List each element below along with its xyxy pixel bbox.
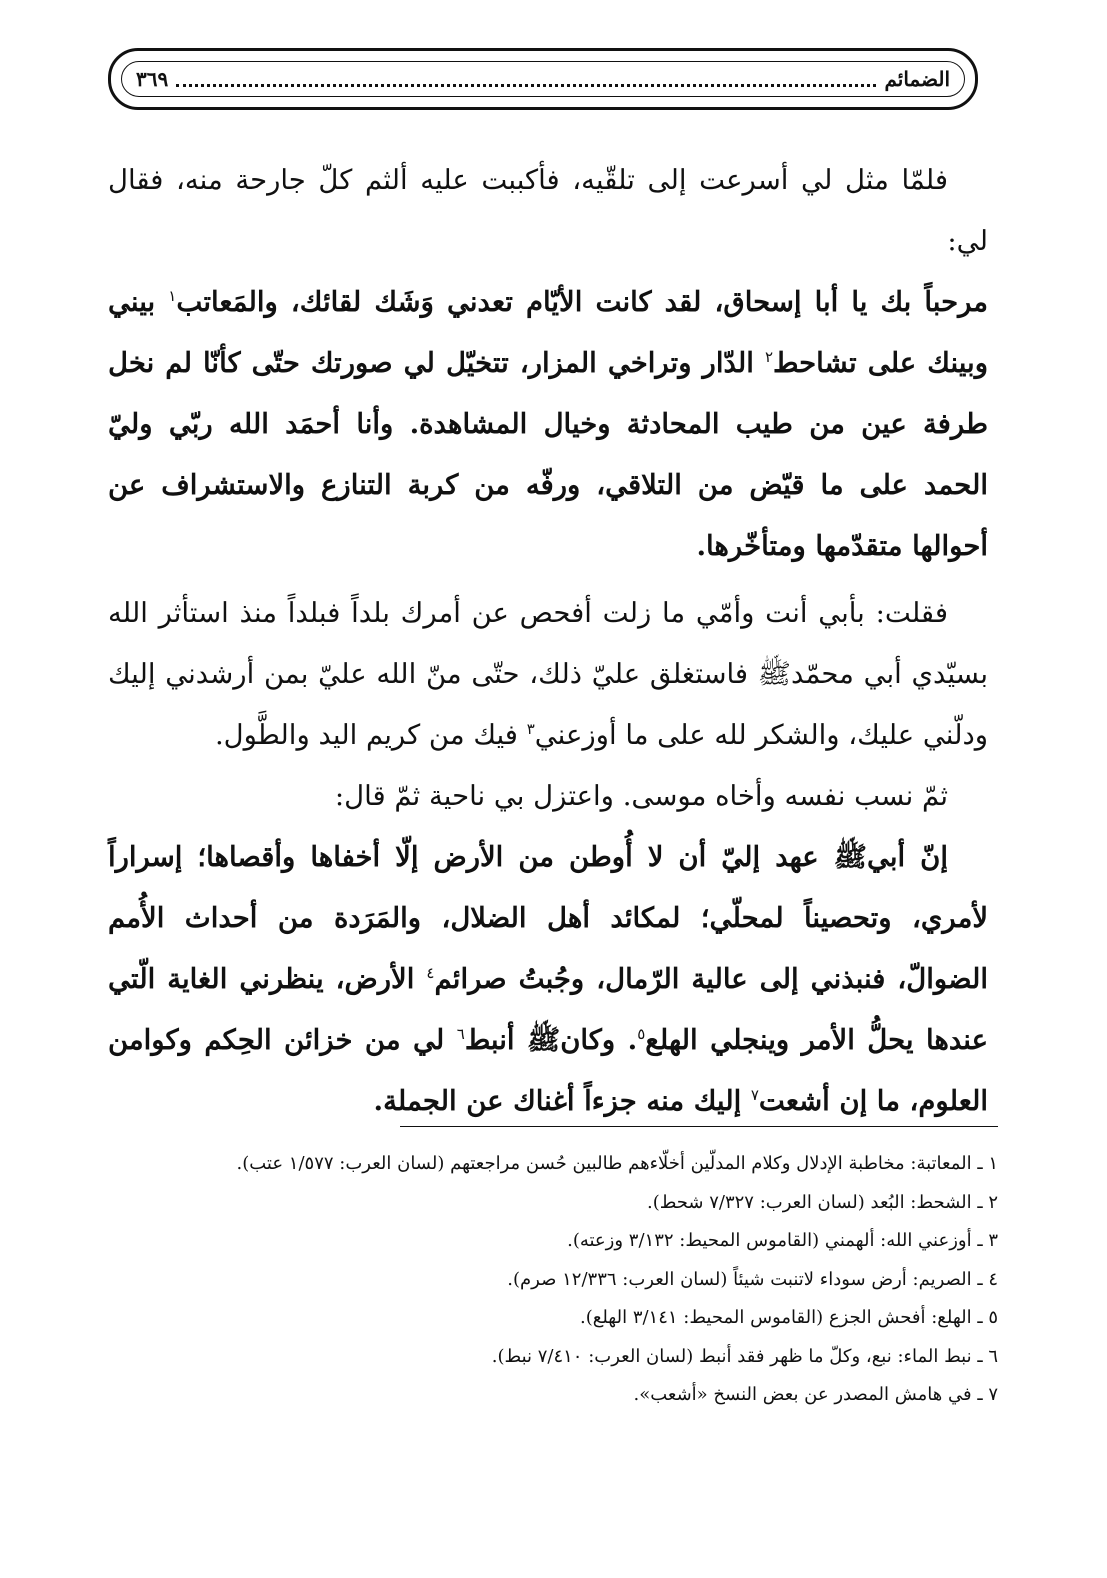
paragraph-5-text-e: أنبط (464, 1024, 527, 1056)
paragraph-5-text-b: عهد إليّ أن لا أُوطن من الأرض إلّا أخفاها وأقصاها؛ إسراراً لأمري، وتحصيناً لمحلّي؛ لمكائد أهل الضلال، والمَرَدة من أحداث الأُمم الضوالّ، فنبذني إلى عالية الرّمال، وجُبتُ صرائم (108, 841, 988, 995)
running-header (108, 48, 978, 110)
paragraph-5-text-g: إليك منه جزءاً أغناك عن الجملة. (373, 1085, 751, 1117)
footnote-ref-2: ٢ (764, 348, 774, 366)
page-number: ٣٦٩ (136, 67, 169, 91)
honorific-mark: ﷺ (757, 658, 792, 690)
running-header-frame (121, 61, 965, 97)
paragraph-5-text-d: . وكان (560, 1024, 638, 1056)
paragraph-5-text-a: إنّ أبي (866, 841, 949, 873)
honorific-mark: ﷺ (833, 841, 867, 873)
paragraph-3 (108, 583, 988, 766)
footnote-ref-1: ١ (168, 287, 177, 305)
header-dot-leader (176, 72, 876, 87)
paragraph-3-text-b: فاستغلق عليّ ذلك، حتّى منّ الله عليّ بمن أرشدني إليك ودلّني عليك، والشكر لله على ما أوزعني (108, 658, 988, 751)
footnote-2: ٢ ـ الشحط: البُعد (لسان العرب: ٧/٣٢٧ شحط). (646, 1191, 998, 1213)
footnote-1: ١ ـ المعاتبة: مخاطبة الإدلال وكلام المدلّين أخلّاءهم طالبين حُسن مراجعتهم (لسان العرب: ١/٥٧٧ عتب). (236, 1153, 998, 1174)
paragraph-3-text-a: فقلت: بأبي أنت وأمّي ما زلت أفحص عن أمرك بلداً فبلداً منذ استأثر الله بسيّدي أبي محمّد (108, 597, 988, 690)
footnote-ref-6: ٦ (456, 1025, 465, 1043)
paragraph-4 (108, 766, 988, 827)
paragraph-5-text-c: الأرض، ينظرني الغاية الّتي عندها يحلُّ الأمر وينجلي الهلع (108, 963, 988, 1056)
main-text (108, 150, 988, 1132)
footnote-ref-5: ٥ (637, 1025, 646, 1043)
footnote-6: ٦ ـ نبط الماء: نبع، وكلّ ما ظهر فقد أنبط (لسان العرب: ٧/٤١٠ نبط). (491, 1345, 998, 1367)
footnote-7: ٧ ـ في هامش المصدر عن بعض النسخ «أشعب». (633, 1384, 998, 1405)
footnote-ref-4: ٤ (426, 964, 435, 982)
footnote-ref-3: ٣ (526, 720, 535, 738)
paragraph-5 (108, 827, 988, 1132)
paragraph-2 (108, 272, 988, 577)
paragraph-5-text-f: لي من خزائن الحِكم وكوامن العلوم، ما إن أشعت (108, 1024, 988, 1117)
paragraph-1-text: فلمّا مثل لي أسرعت إلى تلقّيه، فأكببت عليه ألثم كلّ جارحة منه، فقال لي: (108, 164, 988, 257)
paragraph-1 (108, 150, 988, 272)
footnotes (108, 1145, 998, 1415)
paragraph-3-text-c: فيك من كريم اليد والطَّول. (214, 719, 527, 751)
paragraph-2-text-a: مرحباً بك يا أبا إسحاق، لقد كانت الأيّام تعدني وَشَك لقائك، والمَعاتب (176, 286, 988, 318)
footnote-4: ٤ ـ الصريم: أرض سوداء لاتنبت شيئاً (لسان العرب: ١٢/٣٣٦ صرم). (507, 1268, 998, 1290)
footnote-divider (400, 1126, 998, 1127)
footnote-ref-7: ٧ (750, 1086, 759, 1104)
honorific-mark: ﷺ (526, 1024, 561, 1056)
footnote-3: ٣ ـ أوزعني الله: ألهمني (القاموس المحيط: ٣/١٣٢ وزعته). (567, 1230, 998, 1251)
paragraph-2-text-b: بيني وبينك على تشاحط (108, 286, 988, 379)
paragraph-4-text: ثمّ نسب نفسه وأخاه موسى. واعتزل بي ناحية ثمّ قال: (334, 780, 948, 812)
paragraph-2-text-c: الدّار وتراخي المزار، تتخيّل لي صورتك حتّى كأنّا لم نخل طرفة عين من طيب المحادثة وخيال المشاهدة. وأنا أحمَد الله ربّي وليّ الحمد على ما قيّض من التلاقي، ورفّه من كربة التنازع والاستشراف عن أحوالها متقدّمها ومتأخّرها. (108, 347, 988, 562)
running-header-title: الضمائم (884, 67, 950, 91)
footnote-5: ٥ ـ الهلع: أفحش الجزع (القاموس المحيط: ٣/١٤١ الهلع). (580, 1307, 998, 1328)
